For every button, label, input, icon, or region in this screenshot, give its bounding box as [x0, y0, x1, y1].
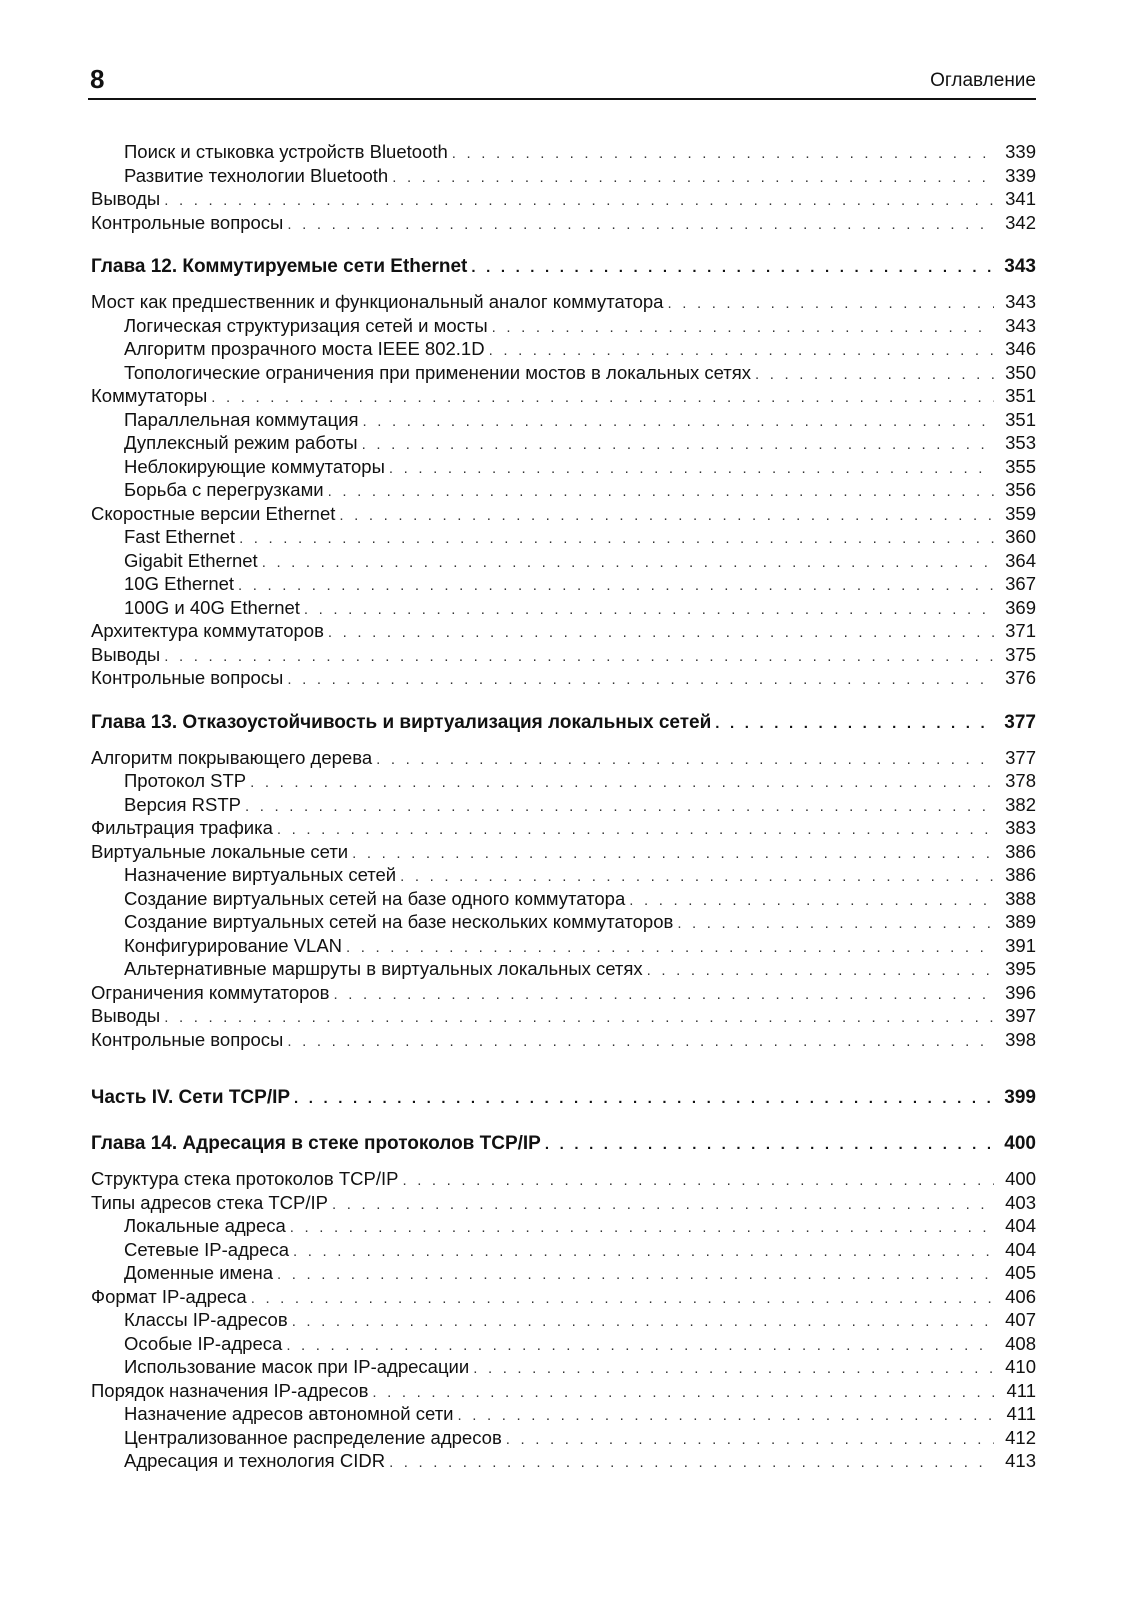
toc-entry-page: 412 [1005, 1426, 1036, 1448]
part-page: 399 [1004, 1087, 1036, 1108]
toc-entry-page: 386 [1005, 840, 1036, 862]
toc-entry-page: 342 [1005, 211, 1036, 233]
dot-leader [250, 771, 994, 795]
toc-entry[interactable] [91, 1426, 1036, 1450]
toc-entry-page: 404 [1005, 1238, 1036, 1260]
toc-entry-page: 413 [1005, 1450, 1036, 1471]
dot-leader [372, 1381, 994, 1405]
dot-leader [629, 889, 994, 913]
toc-entry-page: 406 [1005, 1285, 1036, 1307]
toc-entry-title: Типы адресов стека TCP/IP [91, 1191, 329, 1213]
toc-entry[interactable] [91, 746, 1036, 770]
toc-entry-page: 351 [1005, 385, 1036, 406]
toc-entry-page: 403 [1005, 1191, 1036, 1213]
toc-entry-title: Развитие технологии Bluetooth [124, 164, 389, 186]
toc-entry-title: 100G и 40G Ethernet [124, 596, 300, 618]
table-of-contents [91, 140, 1036, 1473]
dot-leader [277, 818, 994, 842]
toc-entry-page: 359 [1005, 502, 1036, 524]
dot-leader [677, 912, 994, 936]
toc-entry-page: 408 [1005, 1332, 1036, 1354]
toc-entry-page: 346 [1005, 338, 1036, 359]
toc-entry-title: Архитектура коммутаторов [91, 620, 324, 641]
toc-entry-page: 339 [1005, 141, 1036, 162]
chapter-page: 400 [1004, 1133, 1036, 1154]
toc-entry[interactable] [91, 1004, 1036, 1028]
toc-entry-title: Алгоритм покрывающего дерева [91, 746, 373, 768]
running-title: Оглавление [930, 70, 1036, 91]
toc-entry-title: Адресация и технология CIDR [124, 1450, 386, 1471]
toc-entry-title: Конфигурирование VLAN [124, 934, 343, 956]
toc-entry-page: 339 [1005, 164, 1036, 186]
toc-entry[interactable] [91, 934, 1036, 958]
toc-entry[interactable] [91, 596, 1036, 620]
toc-entry[interactable] [91, 211, 1036, 235]
toc-entry[interactable] [91, 981, 1036, 1005]
toc-entry-page: 353 [1005, 432, 1036, 453]
dot-leader [334, 983, 995, 1007]
toc-entry-page: 369 [1005, 596, 1036, 618]
page-number: 8 [90, 64, 105, 94]
toc-entry-title: Контрольные вопросы [91, 667, 284, 688]
dot-leader [164, 189, 994, 213]
dot-leader [346, 936, 994, 960]
chapter-14-heading[interactable] [91, 1131, 1036, 1157]
toc-entry-title: Создание виртуальных сетей на базе нескольких коммутаторов [124, 911, 674, 932]
toc-entry-title: Неблокирующие коммутаторы [124, 455, 385, 477]
toc-entry-title: Виртуальные локальные сети [91, 840, 349, 862]
chapter-13-heading[interactable] [91, 710, 1036, 736]
toc-entry[interactable] [91, 164, 1036, 188]
toc-entry-title: Создание виртуальных сетей на базе одного коммутатора [124, 887, 626, 909]
toc-entry-title: Ограничения коммутаторов [91, 981, 330, 1003]
toc-entry-page: 410 [1005, 1356, 1036, 1377]
toc-entry-page: 389 [1005, 911, 1036, 932]
toc-entry[interactable] [91, 887, 1036, 911]
dot-leader [245, 795, 994, 819]
toc-entry-page: 391 [1005, 934, 1036, 956]
dot-leader [287, 213, 994, 237]
toc-entry[interactable] [91, 1261, 1036, 1285]
toc-entry-page: 400 [1005, 1168, 1036, 1189]
toc-entry-title: Версия RSTP [124, 793, 241, 815]
dot-leader [389, 1451, 994, 1475]
toc-entry-title: Борьба с перегрузками [124, 479, 324, 500]
toc-entry-title: Выводы [91, 188, 161, 209]
dot-leader [328, 621, 994, 645]
dot-leader [471, 255, 994, 281]
toc-entry[interactable] [91, 643, 1036, 667]
dot-leader [392, 166, 994, 190]
page-header [88, 62, 1036, 100]
toc-entry-page: 405 [1005, 1262, 1036, 1283]
toc-entry[interactable] [91, 478, 1036, 502]
dot-leader [332, 1193, 994, 1217]
toc-entry-page: 407 [1005, 1309, 1036, 1330]
dot-leader [262, 551, 994, 575]
toc-entry-page: 371 [1005, 620, 1036, 641]
toc-entry[interactable] [91, 525, 1036, 549]
toc-entry[interactable] [91, 384, 1036, 408]
dot-leader [251, 1287, 994, 1311]
toc-entry-page: 343 [1005, 291, 1036, 312]
toc-entry-page: 356 [1005, 479, 1036, 500]
toc-entry[interactable] [91, 910, 1036, 934]
toc-entry-page: 398 [1005, 1028, 1036, 1050]
toc-entry-page: 341 [1005, 188, 1036, 209]
toc-entry[interactable] [91, 1238, 1036, 1262]
toc-entry-title: Поиск и стыковка устройств Bluetooth [124, 141, 448, 162]
toc-entry-page: 367 [1005, 573, 1036, 594]
toc-entry-page: 397 [1005, 1005, 1036, 1026]
toc-entry[interactable] [91, 1355, 1036, 1379]
part-title: Часть IV. Сети TCP/IP [91, 1087, 291, 1108]
toc-entry[interactable] [91, 140, 1036, 164]
toc-entry[interactable] [91, 793, 1036, 817]
dot-leader [452, 142, 994, 166]
toc-entry-page: 364 [1005, 549, 1036, 571]
toc-entry[interactable] [91, 840, 1036, 864]
dot-leader [304, 598, 994, 622]
toc-entry[interactable] [91, 1028, 1036, 1052]
chapter-page: 343 [1004, 256, 1036, 277]
dot-leader [492, 316, 994, 340]
toc-entry-page: 404 [1005, 1215, 1036, 1236]
toc-entry-title: Особые IP-адреса [124, 1332, 283, 1354]
chapter-14-entries [91, 1167, 1036, 1473]
toc-entry-title: Классы IP-адресов [124, 1309, 288, 1330]
toc-entry[interactable] [91, 957, 1036, 981]
toc-entry[interactable] [91, 187, 1036, 211]
toc-entry-page: 388 [1005, 887, 1036, 909]
dot-leader [755, 363, 994, 387]
toc-entry-title: Контрольные вопросы [91, 211, 284, 233]
dot-leader [389, 457, 994, 481]
dot-leader [238, 574, 994, 598]
toc-entry-page: 376 [1005, 667, 1036, 688]
toc-entry[interactable] [91, 666, 1036, 690]
dot-leader [402, 1169, 994, 1193]
toc-entry-title: Gigabit Ethernet [124, 549, 258, 571]
toc-entry[interactable] [91, 455, 1036, 479]
toc-entry-title: Контрольные вопросы [91, 1028, 284, 1050]
dot-leader [294, 1086, 994, 1112]
chapter-12-entries [91, 290, 1036, 690]
dot-leader [287, 668, 994, 692]
toc-entry[interactable] [91, 619, 1036, 643]
chapter-12-heading[interactable] [91, 254, 1036, 280]
dot-leader [473, 1357, 994, 1381]
toc-entry-page: 378 [1005, 770, 1036, 791]
toc-entry-title: Формат IP-адреса [91, 1285, 247, 1307]
toc-entry-page: 382 [1005, 793, 1036, 815]
toc-entry[interactable] [91, 1167, 1036, 1191]
toc-entry[interactable] [91, 1308, 1036, 1332]
toc-entry-title: Назначение виртуальных сетей [124, 864, 397, 885]
toc-entry-page: 396 [1005, 981, 1036, 1003]
toc-entry-page: 351 [1005, 408, 1036, 430]
toc-entry[interactable] [91, 314, 1036, 338]
dot-leader [458, 1404, 994, 1428]
toc-entry-page: 383 [1005, 817, 1036, 838]
toc-entry-title: Скоростные версии Ethernet [91, 502, 336, 524]
toc-entry-title: Назначение адресов автономной сети [124, 1403, 454, 1424]
toc-entry-title: Использование масок при IP-адресации [124, 1356, 470, 1377]
chapter-page: 377 [1004, 711, 1036, 733]
toc-entry[interactable] [91, 816, 1036, 840]
dot-leader [290, 1216, 994, 1240]
dot-leader [647, 959, 994, 983]
toc-entry[interactable] [91, 1402, 1036, 1426]
part-4-heading[interactable] [91, 1085, 1036, 1111]
toc-entry[interactable] [91, 431, 1036, 455]
toc-entry[interactable] [91, 769, 1036, 793]
dot-leader [277, 1263, 994, 1287]
toc-entry[interactable] [91, 1214, 1036, 1238]
toc-entry-title: Порядок назначения IP-адресов [91, 1379, 369, 1401]
dot-leader [339, 504, 994, 528]
toc-entry[interactable] [91, 572, 1036, 596]
toc-entry-title: Fast Ethernet [124, 526, 236, 547]
toc-entry[interactable] [91, 1332, 1036, 1356]
toc-entry-page: 386 [1005, 864, 1036, 885]
dot-leader [239, 527, 994, 551]
dot-leader [400, 865, 994, 889]
toc-entry-title: Логическая структуризация сетей и мосты [124, 314, 488, 336]
toc-entry-page: 375 [1005, 643, 1036, 665]
chapter-title: Глава 12. Коммутируемые сети Ethernet [91, 256, 468, 277]
toc-entry-title: Структура стека протоколов TCP/IP [91, 1168, 399, 1189]
toc-entry-title: Протокол STP [124, 770, 247, 791]
dot-leader [211, 386, 994, 410]
dot-leader [287, 1030, 994, 1054]
toc-entry[interactable] [91, 408, 1036, 432]
dot-leader [328, 480, 994, 504]
toc-entry-page: 377 [1005, 746, 1036, 768]
toc-entry-page: 355 [1005, 455, 1036, 477]
toc-entry-title: Фильтрация трафика [91, 817, 273, 838]
toc-entry-title: Выводы [91, 643, 161, 665]
dot-leader [293, 1240, 994, 1264]
toc-entry[interactable] [91, 863, 1036, 887]
toc-entry[interactable] [91, 502, 1036, 526]
toc-entry-page: 350 [1005, 361, 1036, 383]
toc-entry-page: 411 [1006, 1379, 1036, 1401]
dot-leader [667, 292, 994, 316]
chapter-title: Глава 13. Отказоустойчивость и виртуализация локальных сетей [91, 711, 712, 733]
dot-leader [164, 645, 994, 669]
toc-entry-title: Альтернативные маршруты в виртуальных локальных сетях [124, 958, 643, 979]
toc-entry[interactable] [91, 1449, 1036, 1473]
dot-leader [292, 1310, 994, 1334]
dot-leader [376, 748, 994, 772]
dot-leader [545, 1132, 994, 1158]
dot-leader [506, 1428, 994, 1452]
toc-entry[interactable] [91, 361, 1036, 385]
toc-entry-title: Параллельная коммутация [124, 408, 359, 430]
toc-entry-page: 360 [1005, 526, 1036, 547]
toc-entry-title: Выводы [91, 1005, 161, 1026]
chapter-13-entries [91, 746, 1036, 1052]
toc-entry-title: Мост как предшественник и функциональный аналог коммутатора [91, 291, 664, 312]
toc-entry-title: Доменные имена [124, 1262, 274, 1283]
toc-entry-page: 343 [1005, 314, 1036, 336]
toc-entry[interactable] [91, 549, 1036, 573]
dot-leader [363, 410, 994, 434]
toc-entry-title: Алгоритм прозрачного моста IEEE 802.1D [124, 338, 485, 359]
toc-top-entries [91, 140, 1036, 234]
toc-entry-page: 411 [1006, 1403, 1036, 1424]
toc-entry-title: Топологические ограничения при применении мостов в локальных сетях [124, 361, 752, 383]
dot-leader [489, 339, 994, 363]
toc-entry[interactable] [91, 1379, 1036, 1403]
toc-entry[interactable] [91, 290, 1036, 314]
toc-entry-title: Сетевые IP-адреса [124, 1238, 289, 1260]
toc-entry-title: Дуплексный режим работы [124, 432, 358, 453]
dot-leader [286, 1334, 994, 1358]
dot-leader [352, 842, 994, 866]
toc-entry-page: 395 [1005, 958, 1036, 979]
chapter-title: Глава 14. Адресация в стеке протоколов TCP/IP [91, 1133, 541, 1154]
toc-entry-title: Коммутаторы [91, 385, 208, 406]
toc-entry[interactable] [91, 1191, 1036, 1215]
toc-entry-title: 10G Ethernet [124, 573, 235, 594]
toc-entry[interactable] [91, 337, 1036, 361]
dot-leader [362, 433, 994, 457]
dot-leader [164, 1006, 994, 1030]
toc-entry[interactable] [91, 1285, 1036, 1309]
dot-leader [715, 711, 994, 737]
toc-entry-title: Централизованное распределение адресов [124, 1426, 502, 1448]
toc-entry-title: Локальные адреса [124, 1215, 286, 1236]
